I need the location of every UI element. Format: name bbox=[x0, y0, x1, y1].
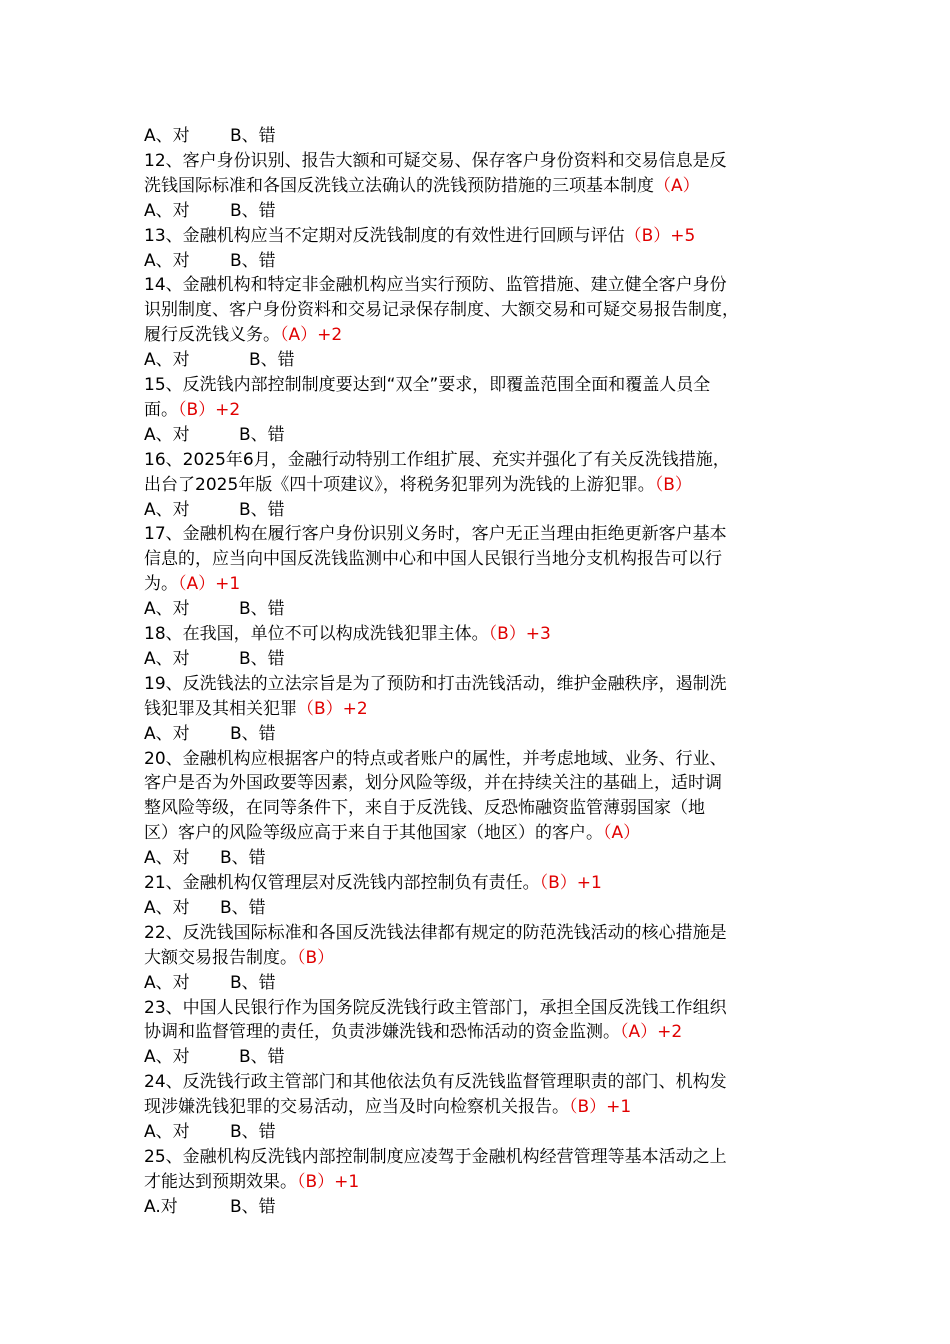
question-text: 客户是否为外国政要等因素，划分风险等级，并在持续关注的基础上，适时调 bbox=[144, 773, 722, 794]
question-text: 25、金融机构反洗钱内部控制制度应凌驾于金融机构经营管理等基本活动之上 bbox=[144, 1146, 727, 1167]
question-text: 21、金融机构仅管理层对反洗钱内部控制负有责任。 bbox=[144, 873, 540, 893]
question-line bbox=[144, 174, 824, 199]
question-text: 20、金融机构应根据客户的特点或者账户的属性，并考虑地域、业务、行业、 bbox=[144, 748, 727, 769]
question-line bbox=[144, 622, 824, 647]
answer-options bbox=[144, 722, 824, 747]
option-b: B、错 bbox=[230, 200, 276, 221]
option-a: A.对 bbox=[144, 1196, 178, 1217]
question-line bbox=[144, 1020, 824, 1045]
answer-key: （B）+2 bbox=[297, 698, 368, 719]
question-line bbox=[144, 796, 824, 821]
question-line bbox=[144, 672, 824, 697]
question-line bbox=[144, 323, 824, 348]
question-line bbox=[144, 398, 824, 423]
option-a: A、对 bbox=[144, 848, 190, 869]
question-text: 24、反洗钱行政主管部门和其他依法负有反洗钱监督管理职责的部门、机构发 bbox=[144, 1072, 727, 1093]
answer-key: （B）+1 bbox=[539, 873, 602, 893]
question-line bbox=[144, 1095, 824, 1120]
question-text: 钱犯罪及其相关犯罪 bbox=[144, 698, 297, 719]
answer-options bbox=[144, 1120, 824, 1145]
option-b: B、错 bbox=[230, 723, 276, 744]
question-text: 14、金融机构和特定非金融机构应当实行预防、监管措施、建立健全客户身份 bbox=[144, 275, 727, 296]
question-line bbox=[144, 298, 824, 323]
answer-key: （B）+1 bbox=[569, 1097, 632, 1118]
question-text: 19、反洗钱法的立法宗旨是为了预防和打击洗钱活动，维护金融秩序，遏制洗 bbox=[144, 673, 727, 694]
option-b: B、错 bbox=[230, 250, 276, 271]
option-b: B、错 bbox=[220, 848, 266, 869]
question-line bbox=[144, 747, 824, 772]
option-b: B、错 bbox=[230, 1122, 276, 1142]
answer-options bbox=[144, 498, 824, 523]
question-text: 识别制度、客户身份资料和交易记录保存制度、大额交易和可疑交易报告制度， bbox=[144, 300, 739, 321]
answer-key: （B）+2 bbox=[178, 399, 241, 420]
question-line bbox=[144, 1170, 824, 1195]
answer-options bbox=[144, 597, 824, 622]
option-a: A、对 bbox=[144, 499, 190, 520]
question-text: 协调和监督管理的责任，负责涉嫌洗钱和恐怖活动的资金监测。 bbox=[144, 1022, 620, 1043]
question-text: 洗钱国际标准和各国反洗钱立法确认的洗钱预防措施的三项基本制度 bbox=[144, 175, 654, 196]
option-b: B、错 bbox=[230, 126, 276, 146]
answer-options bbox=[144, 1195, 824, 1220]
question-line bbox=[144, 373, 824, 398]
question-text: 23、中国人民银行作为国务院反洗钱行政主管部门，承担全国反洗钱工作组织 bbox=[144, 997, 727, 1018]
option-b: B、错 bbox=[249, 350, 295, 371]
option-a: A、对 bbox=[144, 200, 190, 221]
question-text: 信息的，应当向中国反洗钱监测中心和中国人民银行当地分支机构报告可以行 bbox=[144, 549, 722, 570]
option-a: A、对 bbox=[144, 972, 190, 993]
answer-key: （A） bbox=[603, 823, 641, 844]
question-line bbox=[144, 473, 824, 498]
question-line bbox=[144, 1145, 824, 1170]
answer-key: （B） bbox=[654, 474, 692, 495]
option-b: B、错 bbox=[220, 897, 266, 918]
option-a: A、对 bbox=[144, 350, 190, 371]
question-line bbox=[144, 821, 824, 846]
answer-key: （B）+1 bbox=[297, 1171, 360, 1192]
question-text: 为。 bbox=[144, 574, 178, 595]
question-line bbox=[144, 547, 824, 572]
answer-key: （A） bbox=[654, 175, 700, 196]
question-line bbox=[144, 871, 824, 896]
option-a: A、对 bbox=[144, 424, 190, 445]
question-line bbox=[144, 448, 824, 473]
option-a: A、对 bbox=[144, 250, 190, 271]
question-text: 履行反洗钱义务。 bbox=[144, 325, 280, 346]
answer-key: （A）+2 bbox=[280, 325, 343, 346]
option-a: A、对 bbox=[144, 1047, 190, 1068]
option-a: A、对 bbox=[144, 599, 190, 620]
question-text: 12、客户身份识别、报告大额和可疑交易、保存客户身份资料和交易信息是反 bbox=[144, 150, 727, 171]
answer-options bbox=[144, 971, 824, 996]
answer-options bbox=[144, 124, 824, 149]
question-line bbox=[144, 996, 824, 1021]
option-a: A、对 bbox=[144, 126, 190, 146]
answer-key: （A）+2 bbox=[620, 1022, 683, 1043]
question-line bbox=[144, 149, 824, 174]
question-line bbox=[144, 572, 824, 597]
question-text: 才能达到预期效果。 bbox=[144, 1171, 297, 1192]
option-a: A、对 bbox=[144, 897, 190, 918]
question-text: 面。 bbox=[144, 399, 178, 420]
question-text: 17、金融机构在履行客户身份识别义务时，客户无正当理由拒绝更新客户基本 bbox=[144, 524, 727, 545]
answer-options bbox=[144, 846, 824, 871]
question-line bbox=[144, 273, 824, 298]
answer-options bbox=[144, 348, 824, 373]
option-b: B、错 bbox=[239, 599, 285, 620]
question-line bbox=[144, 946, 824, 971]
question-text: 大额交易报告制度。 bbox=[144, 947, 297, 968]
answer-key: （A）+1 bbox=[178, 574, 241, 595]
question-text: 13、金融机构应当不定期对反洗钱制度的有效性进行回顾与评估 bbox=[144, 225, 625, 246]
option-b: B、错 bbox=[239, 648, 285, 669]
option-a: A、对 bbox=[144, 1122, 190, 1142]
question-text: 整风险等级，在同等条件下，来自于反洗钱、反恐怖融资监管薄弱国家（地 bbox=[144, 798, 705, 819]
question-text: 现涉嫌洗钱犯罪的交易活动，应当及时向检察机关报告。 bbox=[144, 1097, 569, 1118]
question-line bbox=[144, 697, 824, 722]
question-text: 22、反洗钱国际标准和各国反洗钱法律都有规定的防范洗钱活动的核心措施是 bbox=[144, 922, 727, 943]
answer-options bbox=[144, 896, 824, 921]
option-b: B、错 bbox=[230, 1196, 276, 1217]
question-text: 区）客户的风险等级应高于来自于其他国家（地区）的客户。 bbox=[144, 823, 603, 844]
option-b: B、错 bbox=[239, 424, 285, 445]
answer-key: （B）+3 bbox=[488, 624, 551, 644]
option-b: B、错 bbox=[239, 1047, 285, 1068]
option-a: A、对 bbox=[144, 723, 190, 744]
question-text: 16、2025年6月，金融行动特别工作组扩展、充实并强化了有关反洗钱措施， bbox=[144, 449, 730, 470]
question-line bbox=[144, 522, 824, 547]
question-line bbox=[144, 921, 824, 946]
question-text: 18、在我国，单位不可以构成洗钱犯罪主体。 bbox=[144, 624, 489, 644]
answer-options bbox=[144, 249, 824, 274]
question-line bbox=[144, 1070, 824, 1095]
question-line bbox=[144, 771, 824, 796]
answer-options bbox=[144, 199, 824, 224]
answer-options bbox=[144, 423, 824, 448]
option-b: B、错 bbox=[230, 972, 276, 993]
question-text: 15、反洗钱内部控制制度要达到“双全”要求，即覆盖范围全面和覆盖人员全 bbox=[144, 375, 711, 395]
answer-key: （B）+5 bbox=[624, 225, 696, 246]
option-b: B、错 bbox=[239, 499, 285, 520]
question-text: 出台了2025年版《四十项建议》，将税务犯罪列为洗钱的上游犯罪。 bbox=[144, 474, 655, 495]
answer-key: （B） bbox=[297, 947, 335, 968]
option-a: A、对 bbox=[144, 648, 190, 669]
answer-options bbox=[144, 647, 824, 672]
question-line bbox=[144, 224, 824, 249]
answer-options bbox=[144, 1045, 824, 1070]
